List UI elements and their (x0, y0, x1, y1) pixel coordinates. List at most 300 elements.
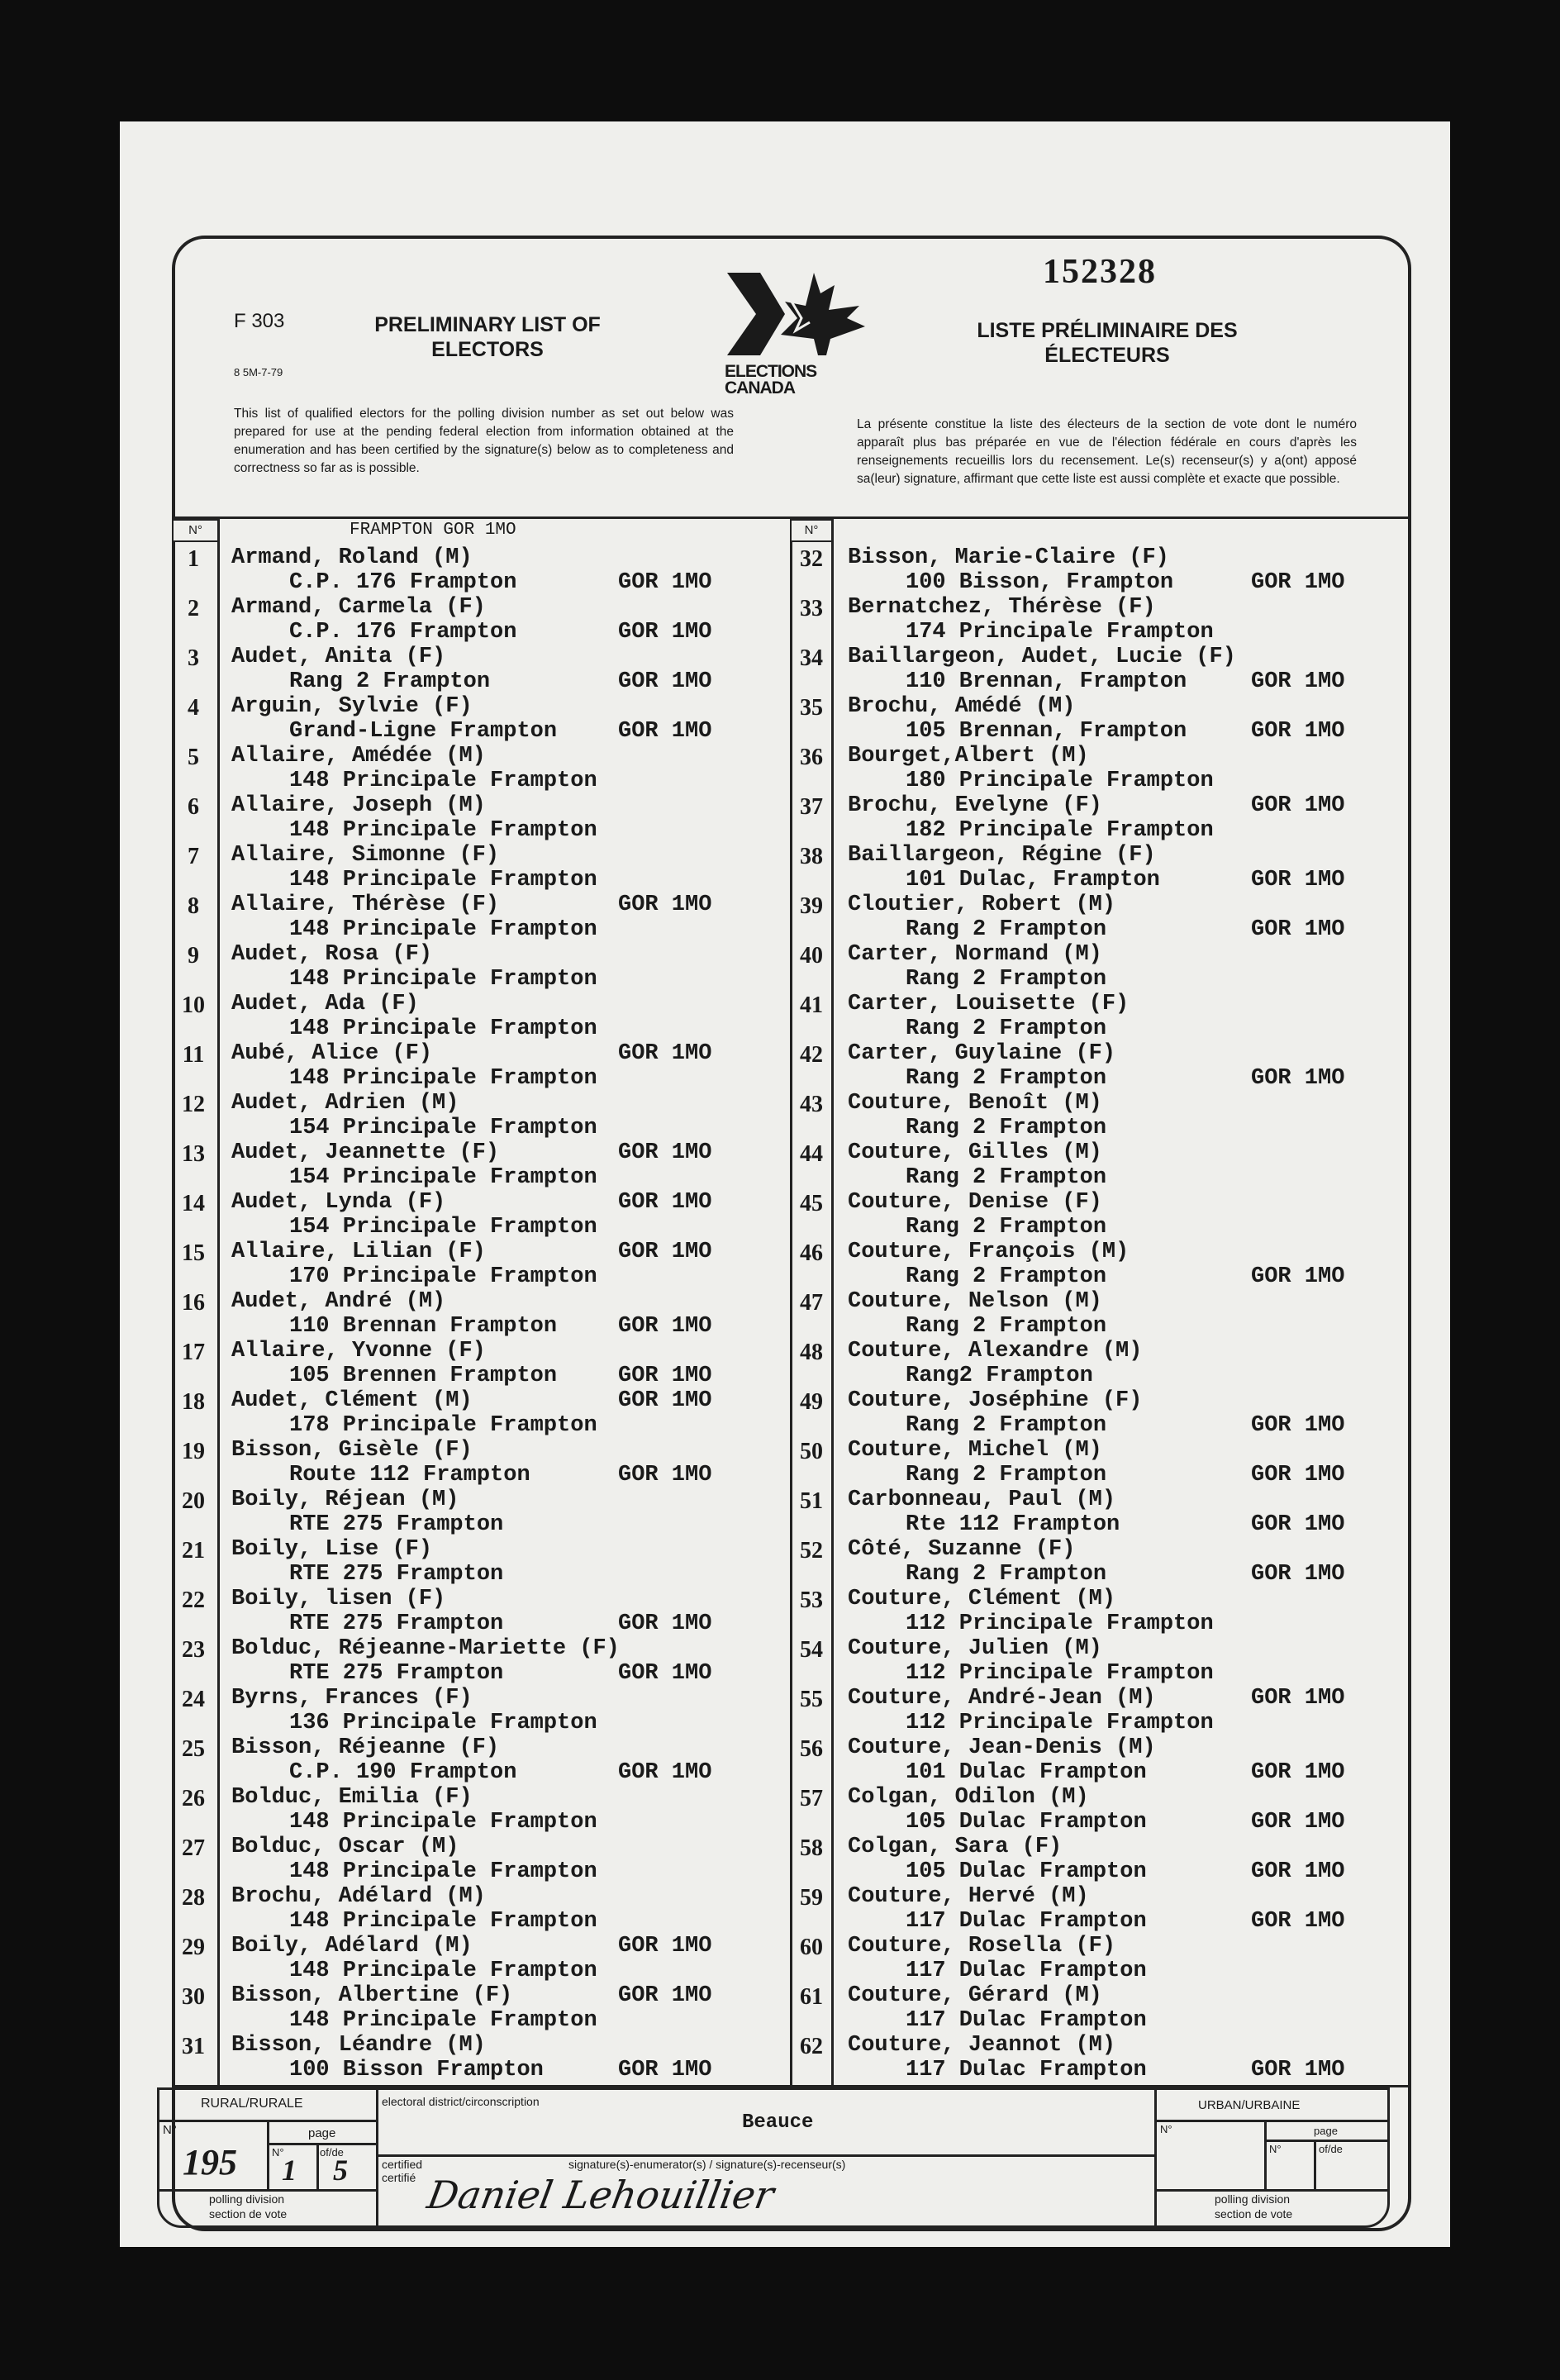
elector-entry (172, 1339, 790, 1388)
elector-name: Audet, Ada (F) (231, 992, 419, 1016)
elector-address: Grand-Ligne Frampton (289, 719, 558, 744)
elector-address: 182 Principale Frampton (906, 818, 1214, 843)
elector-number: 38 (800, 844, 823, 869)
elector-name: Bolduc, Oscar (M) (231, 1835, 459, 1859)
elector-number: 18 (182, 1389, 205, 1415)
postal-code: GOR 1MO (1251, 868, 1345, 892)
elector-entry (172, 2033, 790, 2082)
elector-address: 148 Principale Frampton (289, 1016, 597, 1041)
elector-entry (790, 1091, 1411, 1140)
elector-entry (790, 1537, 1411, 1587)
elector-address: Rang 2 Frampton (906, 1264, 1107, 1289)
elector-address: Rang 2 Frampton (906, 917, 1107, 942)
elector-number: 36 (800, 745, 823, 770)
page-number: 1 (282, 2154, 297, 2187)
elector-name: Boily, Réjean (M) (231, 1488, 459, 1512)
elector-name: Couture, Nelson (M) (848, 1289, 1102, 1314)
elector-entry (790, 1835, 1411, 1884)
elector-address: 117 Dulac Frampton (906, 1959, 1147, 1983)
rural-box (157, 2087, 378, 2228)
elector-number: 7 (188, 844, 199, 869)
page-of-label: of/de (320, 2146, 344, 2159)
elector-name: Couture, Clément (M) (848, 1587, 1116, 1611)
elector-address: Route 112 Frampton (289, 1463, 530, 1488)
certified-label: certified (382, 2158, 423, 2171)
elector-address: 148 Principale Frampton (289, 1959, 597, 1983)
elector-entry (790, 1983, 1411, 2033)
elector-number: 48 (800, 1340, 823, 1365)
elector-entry (172, 1686, 790, 1735)
elector-number: 27 (182, 1835, 205, 1861)
elector-name: Couture, Jeannot (M) (848, 2033, 1116, 2058)
rural-label: RURAL/RURALE (201, 2097, 303, 2111)
elector-name: Audet, Anita (F) (231, 645, 446, 669)
elector-number: 6 (188, 794, 199, 820)
polling-division-label: polling division (209, 2192, 285, 2206)
elector-address: 148 Principale Frampton (289, 818, 597, 843)
urban-page-of-label: of/de (1319, 2143, 1343, 2155)
elector-name: Couture, François (M) (848, 1240, 1130, 1264)
elector-address: Rang 2 Frampton (906, 1016, 1107, 1041)
title-french: LISTE PRÉLIMINAIRE DES ÉLECTEURS (977, 319, 1238, 367)
elector-entry (790, 1785, 1411, 1835)
elector-number: 32 (800, 546, 823, 572)
elector-number: 41 (800, 992, 823, 1018)
elector-name: Couture, Michel (M) (848, 1438, 1102, 1463)
district-box (376, 2087, 1157, 2228)
elector-number: 33 (800, 596, 823, 621)
elector-entry (172, 1735, 790, 1785)
elector-number: 37 (800, 794, 823, 820)
elector-name: Bolduc, Emilia (F) (231, 1785, 473, 1810)
elector-name: Audet, Rosa (F) (231, 942, 433, 967)
elector-name: Aubé, Alice (F) (231, 1041, 433, 1066)
elector-name: Carbonneau, Paul (M) (848, 1488, 1116, 1512)
elector-entry (172, 1488, 790, 1537)
elector-entry (172, 645, 790, 694)
elector-name: Bernatchez, Thérèse (F) (848, 595, 1156, 620)
elector-number: 23 (182, 1637, 205, 1663)
elector-entry (790, 1240, 1411, 1289)
elector-entry (172, 1537, 790, 1587)
postal-code: GOR 1MO (618, 1760, 712, 1785)
elector-entry (790, 1388, 1411, 1438)
elector-name: Bisson, Réjeanne (F) (231, 1735, 500, 1760)
elector-name: Brochu, Amédé (M) (848, 694, 1076, 719)
signature-label: signature(s)-enumerator(s) / signature(s)-recenseur(s) (568, 2158, 846, 2171)
elector-entry (172, 793, 790, 843)
elector-entry (790, 1140, 1411, 1190)
title-english: PRELIMINARY LIST OF ELECTORS (374, 313, 601, 361)
elector-entry (790, 1041, 1411, 1091)
postal-code: GOR 1MO (618, 1190, 712, 1215)
elector-number: 57 (800, 1786, 823, 1811)
elector-address: 148 Principale Frampton (289, 1909, 597, 1934)
elector-entry (172, 1140, 790, 1190)
elector-address: 148 Principale Frampton (289, 1810, 597, 1835)
elector-entry (172, 843, 790, 892)
elector-number: 1 (188, 546, 199, 572)
postal-code: GOR 1MO (1251, 793, 1345, 818)
elector-address: Rang2 Frampton (906, 1364, 1093, 1388)
column-heading: FRAMPTON GOR 1MO (350, 521, 516, 540)
elector-entry (790, 1934, 1411, 1983)
elector-address: 110 Brennan Frampton (289, 1314, 558, 1339)
serial-number: 152328 (1043, 253, 1157, 291)
elector-address: 148 Principale Frampton (289, 967, 597, 992)
left-number-header: N° (172, 519, 219, 542)
elector-number: 59 (800, 1885, 823, 1911)
postal-code: GOR 1MO (1251, 719, 1345, 744)
elector-number: 14 (182, 1191, 205, 1216)
elector-name: Couture, Jean-Denis (M) (848, 1735, 1156, 1760)
elector-address: 117 Dulac Frampton (906, 2008, 1147, 2033)
urban-polling-label: polling division (1215, 2192, 1291, 2206)
elector-number: 10 (182, 992, 205, 1018)
elector-name: Armand, Carmela (F) (231, 595, 486, 620)
elector-name: Carter, Normand (M) (848, 942, 1102, 967)
electors-table (172, 516, 1411, 2087)
elector-name: Cloutier, Robert (M) (848, 892, 1116, 917)
elector-entry (790, 1190, 1411, 1240)
elector-address: Rte 112 Frampton (906, 1512, 1120, 1537)
elector-name: Couture, Gilles (M) (848, 1140, 1102, 1165)
urban-page-label: page (1314, 2125, 1338, 2137)
elector-number: 15 (182, 1240, 205, 1266)
page-total: 5 (333, 2154, 348, 2187)
elector-address: 154 Principale Frampton (289, 1165, 597, 1190)
postal-code: GOR 1MO (1251, 1760, 1345, 1785)
elector-number: 60 (800, 1935, 823, 1960)
certifie-label: certifié (382, 2171, 416, 2184)
elector-number: 2 (188, 596, 199, 621)
elector-address: 117 Dulac Frampton (906, 2058, 1147, 2082)
urban-section-label: section de vote (1215, 2207, 1293, 2221)
elector-name: Audet, Clément (M) (231, 1388, 473, 1413)
elector-name: Couture, Denise (F) (848, 1190, 1102, 1215)
elector-name: Baillargeon, Régine (F) (848, 843, 1156, 868)
elector-address: 136 Principale Frampton (289, 1711, 597, 1735)
elector-number: 43 (800, 1092, 823, 1117)
urban-no-label: N° (1160, 2123, 1172, 2135)
elector-entry (790, 1488, 1411, 1537)
elector-address: 148 Principale Frampton (289, 2008, 597, 2033)
elector-entry (172, 1884, 790, 1934)
elector-name: Couture, Rosella (F) (848, 1934, 1116, 1959)
elector-entry (790, 694, 1411, 744)
elector-entry (790, 1587, 1411, 1636)
postal-code: GOR 1MO (618, 892, 712, 917)
elector-entry (790, 1686, 1411, 1735)
polling-no-label: N° (163, 2123, 177, 2137)
elector-number: 17 (182, 1340, 205, 1365)
elector-number: 39 (800, 893, 823, 919)
elector-address: 112 Principale Frampton (906, 1711, 1214, 1735)
elector-number: 3 (188, 645, 199, 671)
elector-name: Boily, Adélard (M) (231, 1934, 473, 1959)
elector-entry (172, 1587, 790, 1636)
elector-name: Carter, Guylaine (F) (848, 1041, 1116, 1066)
elector-address: 101 Dulac Frampton (906, 1760, 1147, 1785)
elector-name: Couture, Hervé (M) (848, 1884, 1089, 1909)
elector-number: 51 (800, 1488, 823, 1514)
elector-entry (790, 1438, 1411, 1488)
polling-division-number: 195 (183, 2142, 237, 2182)
elector-address: C.P. 176 Frampton (289, 620, 517, 645)
elector-address: 105 Brennan, Frampton (906, 719, 1187, 744)
elector-address: C.P. 176 Frampton (289, 570, 517, 595)
elector-name: Carter, Louisette (F) (848, 992, 1130, 1016)
postal-code: GOR 1MO (1251, 1859, 1345, 1884)
elector-name: Bisson, Gisèle (F) (231, 1438, 473, 1463)
right-elector-column (790, 519, 1411, 2085)
elector-address: 105 Dulac Frampton (906, 1810, 1147, 1835)
postal-code: GOR 1MO (618, 1314, 712, 1339)
elector-number: 44 (800, 1141, 823, 1167)
urban-page-no-label: N° (1269, 2143, 1282, 2155)
elector-number: 8 (188, 893, 199, 919)
elector-address: 112 Principale Frampton (906, 1661, 1214, 1686)
elector-address: 154 Principale Frampton (289, 1215, 597, 1240)
elector-entry (172, 1785, 790, 1835)
elector-number: 31 (182, 2034, 205, 2059)
elector-number: 11 (182, 1042, 205, 1068)
elector-name: Allaire, Joseph (M) (231, 793, 486, 818)
postal-code: GOR 1MO (1251, 1810, 1345, 1835)
page-label: page (308, 2126, 336, 2140)
elector-number: 19 (182, 1439, 205, 1464)
elector-entry (172, 942, 790, 992)
postal-code: GOR 1MO (618, 1140, 712, 1165)
elector-number: 9 (188, 943, 199, 969)
elector-name: Bisson, Albertine (F) (231, 1983, 513, 2008)
elector-number: 45 (800, 1191, 823, 1216)
postal-code: GOR 1MO (1251, 1463, 1345, 1488)
elector-number: 52 (800, 1538, 823, 1564)
elector-address: Rang 2 Frampton (289, 669, 491, 694)
postal-code: GOR 1MO (618, 1388, 712, 1413)
postal-code: GOR 1MO (1251, 1909, 1345, 1934)
urban-label: URBAN/URBAINE (1198, 2098, 1301, 2112)
postal-code: GOR 1MO (618, 669, 712, 694)
elector-address: Rang 2 Frampton (906, 1314, 1107, 1339)
elector-name: Boily, lisen (F) (231, 1587, 446, 1611)
elector-name: Colgan, Odilon (M) (848, 1785, 1089, 1810)
elector-address: 112 Principale Frampton (906, 1611, 1214, 1636)
intro-french: La présente constitue la liste des électeurs de la section de vote dont le numéro apparaît plus bas préparée en vue de l'élection fédérale en cours d'après les renseignements recueillis lors du recensement. Le(s) recenseur(s) y a(ont) apposé sa(leur) signature, affirmant que cette liste est aussi complète et exacte que possible. (857, 417, 1357, 486)
elector-number: 47 (800, 1290, 823, 1316)
elector-number: 35 (800, 695, 823, 721)
elector-name: Boily, Lise (F) (231, 1537, 433, 1562)
elector-number: 56 (800, 1736, 823, 1762)
elector-name: Baillargeon, Audet, Lucie (F) (848, 645, 1236, 669)
postal-code: GOR 1MO (618, 719, 712, 744)
elector-entry (790, 992, 1411, 1041)
elector-address: RTE 275 Frampton (289, 1661, 504, 1686)
elector-address: Rang 2 Frampton (906, 1066, 1107, 1091)
right-number-header: N° (790, 519, 833, 542)
elector-name: Couture, Joséphine (F) (848, 1388, 1143, 1413)
elector-name: Bourget,Albert (M) (848, 744, 1089, 769)
elector-number: 58 (800, 1835, 823, 1861)
elector-address: 180 Principale Frampton (906, 769, 1214, 793)
elector-number: 42 (800, 1042, 823, 1068)
elector-name: Audet, André (M) (231, 1289, 446, 1314)
elections-canada-logo (723, 269, 872, 397)
print-code: 8 5M-7-79 (234, 366, 283, 378)
enumerator-signature: Daniel Lehouillier (424, 2173, 778, 2217)
postal-code: GOR 1MO (1251, 1066, 1345, 1091)
elector-name: Arguin, Sylvie (F) (231, 694, 473, 719)
left-elector-column (172, 519, 790, 2085)
elector-entry (172, 1041, 790, 1091)
elector-address: 148 Principale Frampton (289, 769, 597, 793)
postal-code: GOR 1MO (618, 1364, 712, 1388)
elector-number: 55 (800, 1687, 823, 1712)
page-no-label: N° (272, 2146, 284, 2159)
elector-entry (790, 1339, 1411, 1388)
elector-address: 170 Principale Frampton (289, 1264, 597, 1289)
elector-address: Rang 2 Frampton (906, 1463, 1107, 1488)
elector-address: 100 Bisson Frampton (289, 2058, 544, 2082)
urban-box (1154, 2087, 1390, 2228)
elector-entry (172, 1636, 790, 1686)
elector-entry (790, 645, 1411, 694)
elector-name: Brochu, Evelyne (F) (848, 793, 1102, 818)
elector-number: 13 (182, 1141, 205, 1167)
elector-number: 4 (188, 695, 199, 721)
postal-code: GOR 1MO (618, 1240, 712, 1264)
elector-name: Bolduc, Réjeanne-Mariette (F) (231, 1636, 620, 1661)
elector-entry (790, 545, 1411, 595)
elector-number: 24 (182, 1687, 205, 1712)
elector-number: 34 (800, 645, 823, 671)
elector-number: 53 (800, 1587, 823, 1613)
postal-code: GOR 1MO (1251, 669, 1345, 694)
postal-code: GOR 1MO (618, 1611, 712, 1636)
elector-entry (790, 793, 1411, 843)
elector-number: 20 (182, 1488, 205, 1514)
elector-name: Couture, Benoît (M) (848, 1091, 1102, 1116)
postal-code: GOR 1MO (618, 1983, 712, 2008)
elector-name: Couture, Alexandre (M) (848, 1339, 1143, 1364)
elector-name: Couture, Gérard (M) (848, 1983, 1102, 2008)
elector-number: 5 (188, 745, 199, 770)
postal-code: GOR 1MO (618, 620, 712, 645)
elector-name: Brochu, Adélard (M) (231, 1884, 486, 1909)
elector-number: 54 (800, 1637, 823, 1663)
elector-entry (790, 1735, 1411, 1785)
elector-number: 46 (800, 1240, 823, 1266)
elector-entry (172, 694, 790, 744)
postal-code: GOR 1MO (1251, 2058, 1345, 2082)
elector-name: Bisson, Marie-Claire (F) (848, 545, 1169, 570)
elector-entry (790, 1636, 1411, 1686)
elector-address: Rang 2 Frampton (906, 1562, 1107, 1587)
postal-code: GOR 1MO (618, 2058, 712, 2082)
elector-entry (790, 595, 1411, 645)
elector-number: 12 (182, 1092, 205, 1117)
elector-address: 105 Dulac Frampton (906, 1859, 1147, 1884)
elector-entry (790, 744, 1411, 793)
elector-name: Allaire, Amédée (M) (231, 744, 486, 769)
postal-code: GOR 1MO (618, 570, 712, 595)
logo-text-canada: CANADA (725, 378, 795, 397)
elector-number: 40 (800, 943, 823, 969)
elector-entry (790, 1289, 1411, 1339)
elector-name: Armand, Roland (M) (231, 545, 473, 570)
elector-entry (172, 1438, 790, 1488)
elector-name: Audet, Jeannette (F) (231, 1140, 500, 1165)
elector-entry (172, 744, 790, 793)
elector-entry (172, 1190, 790, 1240)
elector-number: 49 (800, 1389, 823, 1415)
elector-address: 117 Dulac Frampton (906, 1909, 1147, 1934)
postal-code: GOR 1MO (618, 1463, 712, 1488)
elector-name: Couture, Julien (M) (848, 1636, 1102, 1661)
logo-text-elections: ELECTIONS (725, 362, 817, 381)
elector-name: Allaire, Yvonne (F) (231, 1339, 486, 1364)
elector-name: Allaire, Thérèse (F) (231, 892, 500, 917)
elector-number: 61 (800, 1984, 823, 2010)
elector-entry (172, 1934, 790, 1983)
elector-address: C.P. 190 Frampton (289, 1760, 517, 1785)
elector-address: Rang 2 Frampton (906, 1116, 1107, 1140)
elector-name: Byrns, Frances (F) (231, 1686, 473, 1711)
elector-address: 148 Principale Frampton (289, 917, 597, 942)
elector-address: 105 Brennen Frampton (289, 1364, 558, 1388)
elector-entry (172, 892, 790, 942)
elector-address: 154 Principale Frampton (289, 1116, 597, 1140)
elector-entry (172, 992, 790, 1041)
electoral-district: Beauce (742, 2111, 814, 2134)
elector-address: 174 Principale Frampton (906, 620, 1214, 645)
postal-code: GOR 1MO (618, 1041, 712, 1066)
elector-address: 110 Brennan, Frampton (906, 669, 1187, 694)
elector-entry (172, 595, 790, 645)
elector-entry (172, 1983, 790, 2033)
postal-code: GOR 1MO (1251, 1686, 1345, 1711)
elector-name: Colgan, Sara (F) (848, 1835, 1063, 1859)
elector-number: 16 (182, 1290, 205, 1316)
postal-code: GOR 1MO (1251, 1562, 1345, 1587)
elector-entry (790, 2033, 1411, 2082)
postal-code: GOR 1MO (1251, 570, 1345, 595)
elector-address: RTE 275 Frampton (289, 1611, 504, 1636)
elector-address: 178 Principale Frampton (289, 1413, 597, 1438)
elector-address: 148 Principale Frampton (289, 1066, 597, 1091)
elector-number: 26 (182, 1786, 205, 1811)
elector-number: 21 (182, 1538, 205, 1564)
elector-address: Rang 2 Frampton (906, 1165, 1107, 1190)
elector-address: RTE 275 Frampton (289, 1562, 504, 1587)
maple-leaf-x-icon (723, 269, 872, 359)
elector-name: Allaire, Lilian (F) (231, 1240, 486, 1264)
elector-address: Rang 2 Frampton (906, 967, 1107, 992)
elector-entry (172, 1091, 790, 1140)
elector-name: Bisson, Léandre (M) (231, 2033, 486, 2058)
elector-entry (172, 1289, 790, 1339)
elector-entry (790, 843, 1411, 892)
elector-address: Rang 2 Frampton (906, 1215, 1107, 1240)
section-de-vote-label: section de vote (209, 2207, 288, 2221)
postal-code: GOR 1MO (1251, 917, 1345, 942)
postal-code: GOR 1MO (1251, 1413, 1345, 1438)
elector-entry (172, 1240, 790, 1289)
intro-english: This list of qualified electors for the polling division number as set out below was prepared for use at the pending federal election from information obtained at the enumeration and has been certified by the signature(s) below as to completeness and correctness so far as is possible. (234, 407, 734, 475)
elector-entry (172, 545, 790, 595)
elector-address: 100 Bisson, Frampton (906, 570, 1174, 595)
